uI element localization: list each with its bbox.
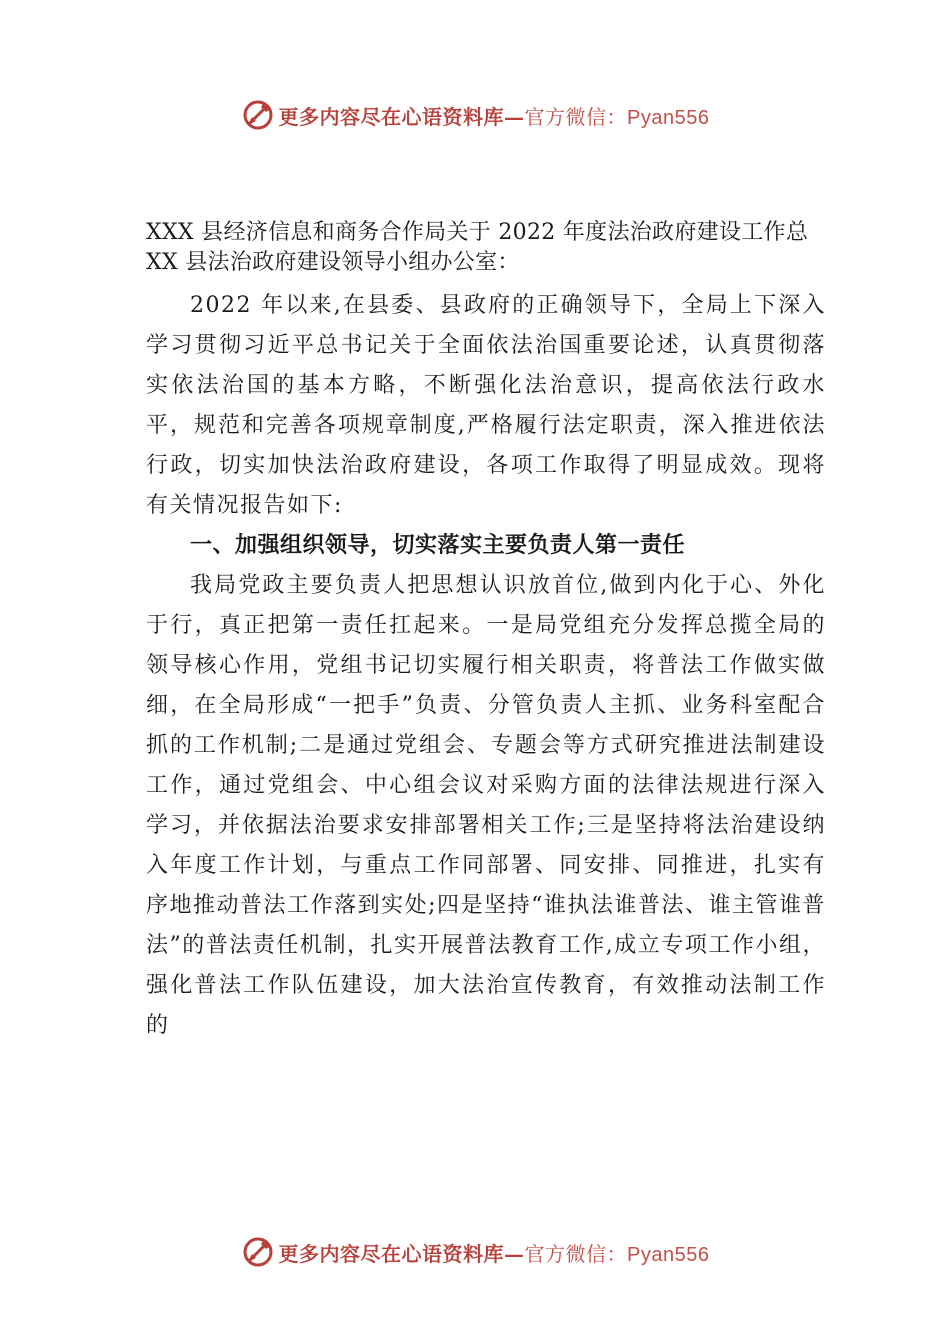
banner-brand-text: 更多内容尽在心语资料库— bbox=[278, 1241, 525, 1266]
header-banner bbox=[0, 95, 950, 135]
pen-seal-icon bbox=[241, 1235, 275, 1269]
document-body bbox=[146, 218, 826, 1046]
pen-seal-icon bbox=[241, 98, 275, 132]
banner-contact-text: 官方微信：Pyan556 bbox=[524, 1243, 710, 1266]
banner-contact-text: 官方微信：Pyan556 bbox=[524, 106, 710, 129]
section-paragraph: 我局党政主要负责人把思想认识放首位,做到内化于心、外化于行，真正把第一责任扛起来。一是局党组充分发挥总揽全局的领导核心作用，党组书记切实履行相关职责，将普法工作做实做细，在全局形成“一把手”负责、分管负责人主抓、业务科室配合抓的工作机制;二是通过党组会、专题会等方式研究推进法制建设工作，通过党组会、中心组会议对采购方面的法律法规进行深入学习，并依据法治要求安排部署相关工作;三是坚持将法治建设纳入年度工作计划，与重点工作同部署、同安排、同推进，扎实有序地推动普法工作落到实处;四是坚持“谁执法谁普法、谁主管谁普法”的普法责任机制，扎实开展普法教育工作,成立专项工作小组，强化普法工作队伍建设，加大法治宣传教育，有效推动法制工作的 bbox=[146, 573, 826, 1038]
banner-brand-text: 更多内容尽在心语资料库— bbox=[278, 104, 525, 129]
footer-banner bbox=[0, 1232, 950, 1272]
document-title: XXX 县经济信息和商务合作局关于 2022 年度法治政府建设工作总 XX 县法治政府建设领导小组办公室： bbox=[146, 220, 809, 275]
intro-paragraph: 2022 年以来,在县委、县政府的正确领导下，全局上下深入学习贯彻习近平总书记关于全面依法治国重要论述，认真贯彻落实依法治国的基本方略，不断强化法治意识，提高依法行政水平，规范和完善各项规章制度,严格履行法定职责，深入推进依法行政，切实加快法治政府建设，各项工作取得了明显成效。现将有关情况报告如下: bbox=[146, 293, 826, 518]
section-heading: 一、加强组织领导，切实落实主要负责人第一责任 bbox=[190, 533, 686, 558]
